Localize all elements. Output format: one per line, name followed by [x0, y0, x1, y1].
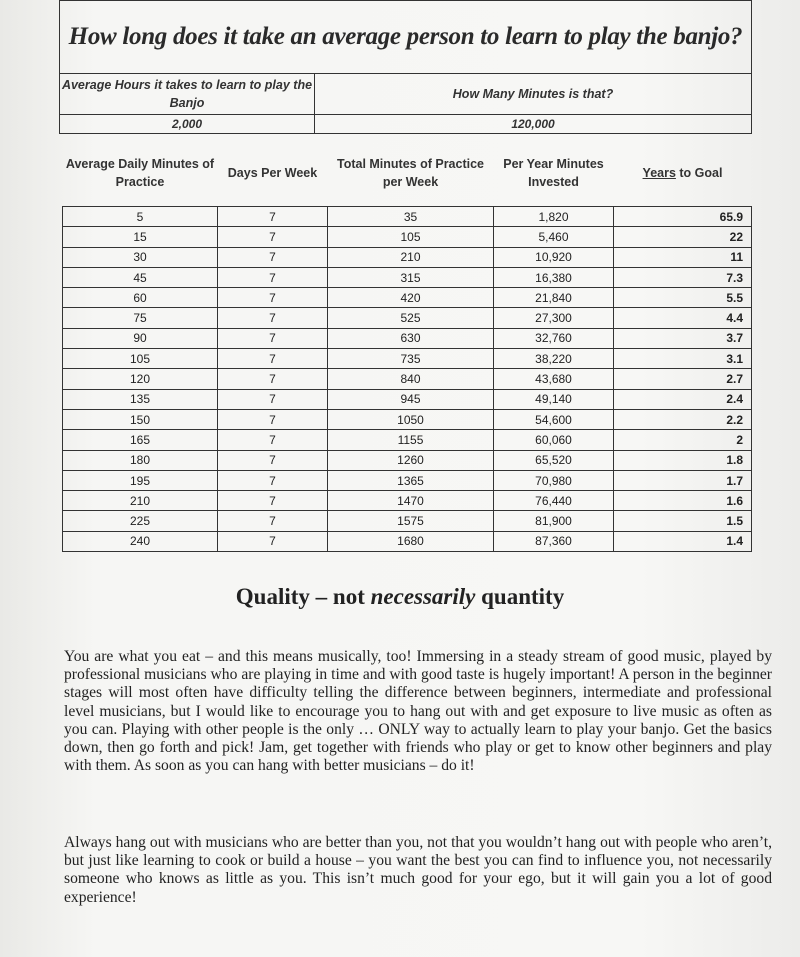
header-weekly-minutes: Total Minutes of Practice per Week	[336, 157, 484, 189]
cell-yearly: 5,460	[494, 227, 614, 247]
cell-years: 1.7	[614, 470, 752, 490]
table-row	[63, 470, 752, 490]
table-body	[63, 207, 752, 552]
cell-yearly: 49,140	[494, 389, 614, 409]
cell-days: 7	[218, 511, 328, 531]
cell-weekly: 1575	[328, 511, 494, 531]
cell-years: 5.5	[614, 288, 752, 308]
cell-weekly: 35	[328, 207, 494, 227]
cell-days: 7	[218, 288, 328, 308]
cell-days: 7	[218, 491, 328, 511]
cell-weekly: 105	[328, 227, 494, 247]
cell-days: 7	[218, 247, 328, 267]
cell-yearly: 65,520	[494, 450, 614, 470]
cell-years: 2.4	[614, 389, 752, 409]
minutes-label: How Many Minutes is that?	[315, 74, 752, 115]
cell-years: 3.1	[614, 349, 752, 369]
table-row	[63, 267, 752, 287]
cell-days: 7	[218, 430, 328, 450]
cell-weekly: 945	[328, 389, 494, 409]
cell-days: 7	[218, 328, 328, 348]
cell-daily: 150	[63, 409, 218, 429]
table-header-row	[63, 140, 752, 207]
cell-daily: 45	[63, 267, 218, 287]
cell-days: 7	[218, 450, 328, 470]
cell-years: 2.7	[614, 369, 752, 389]
cell-weekly: 1155	[328, 430, 494, 450]
heading-part-1: Quality – not	[235, 584, 371, 609]
cell-daily: 105	[63, 349, 218, 369]
table-row	[63, 511, 752, 531]
cell-days: 7	[218, 369, 328, 389]
cell-weekly: 1365	[328, 470, 494, 490]
header-years-word: Years	[642, 166, 676, 180]
cell-yearly: 54,600	[494, 409, 614, 429]
cell-years: 1.6	[614, 491, 752, 511]
cell-days: 7	[218, 227, 328, 247]
cell-years: 22	[614, 227, 752, 247]
cell-years: 1.8	[614, 450, 752, 470]
minutes-value: 120,000	[315, 115, 752, 134]
cell-years: 3.7	[614, 328, 752, 348]
cell-daily: 135	[63, 389, 218, 409]
cell-yearly: 32,760	[494, 328, 614, 348]
table-row	[63, 389, 752, 409]
header-years-to-goal	[614, 140, 752, 207]
cell-weekly: 210	[328, 247, 494, 267]
table-row	[63, 450, 752, 470]
cell-yearly: 76,440	[494, 491, 614, 511]
table-row	[63, 369, 752, 389]
cell-daily: 180	[63, 450, 218, 470]
cell-daily: 165	[63, 430, 218, 450]
cell-daily: 5	[63, 207, 218, 227]
cell-days: 7	[218, 409, 328, 429]
cell-yearly: 60,060	[494, 430, 614, 450]
table-row	[63, 531, 752, 551]
cell-daily: 195	[63, 470, 218, 490]
table-row	[63, 430, 752, 450]
cell-weekly: 525	[328, 308, 494, 328]
header-days-per-week: Days Per Week	[227, 166, 318, 180]
cell-yearly: 16,380	[494, 267, 614, 287]
cell-yearly: 81,900	[494, 511, 614, 531]
practice-table	[62, 140, 752, 552]
cell-years: 1.4	[614, 531, 752, 551]
header-daily-minutes: Average Daily Minutes of Practice	[65, 157, 215, 189]
cell-days: 7	[218, 470, 328, 490]
cell-daily: 75	[63, 308, 218, 328]
cell-daily: 210	[63, 491, 218, 511]
cell-daily: 120	[63, 369, 218, 389]
cell-days: 7	[218, 267, 328, 287]
cell-days: 7	[218, 349, 328, 369]
cell-years: 2	[614, 430, 752, 450]
heading-emphasis: necessarily	[370, 584, 476, 609]
cell-years: 1.5	[614, 511, 752, 531]
cell-weekly: 630	[328, 328, 494, 348]
cell-weekly: 735	[328, 349, 494, 369]
cell-years: 7.3	[614, 267, 752, 287]
cell-yearly: 21,840	[494, 288, 614, 308]
table-row	[63, 288, 752, 308]
paragraph-1: You are what you eat – and this means musically, too! Immersing in a steady stream of good music, played by professional musicians who are playing in time and with good taste is hugely important! A person in the beginner stages will most often have difficulty telling the difference between beginners, intermediate and professional level musicians, but I would like to encourage you to hang out with and get exposure to live music as often as you can. Playing with other people is the only … ONLY way to actually learn to play your banjo. Get the basics down, then go forth and pick! Jam, get together with friends who play or get to know other beginners and play with them. As soon as you can hang with better musicians – do it!	[64, 648, 772, 775]
cell-daily: 60	[63, 288, 218, 308]
cell-yearly: 27,300	[494, 308, 614, 328]
cell-weekly: 1680	[328, 531, 494, 551]
cell-yearly: 43,680	[494, 369, 614, 389]
cell-days: 7	[218, 531, 328, 551]
cell-weekly: 420	[328, 288, 494, 308]
cell-years: 2.2	[614, 409, 752, 429]
cell-daily: 240	[63, 531, 218, 551]
hours-label: Average Hours it takes to learn to play the Banjo	[60, 74, 315, 115]
table-row	[63, 409, 752, 429]
cell-weekly: 315	[328, 267, 494, 287]
section-heading	[0, 584, 800, 610]
table-row	[63, 308, 752, 328]
cell-weekly: 1260	[328, 450, 494, 470]
heading-part-2: quantity	[475, 584, 565, 609]
cell-years: 65.9	[614, 207, 752, 227]
cell-days: 7	[218, 389, 328, 409]
cell-yearly: 10,920	[494, 247, 614, 267]
cell-days: 7	[218, 308, 328, 328]
table-row	[63, 247, 752, 267]
cell-weekly: 1050	[328, 409, 494, 429]
cell-years: 4.4	[614, 308, 752, 328]
cell-days: 7	[218, 207, 328, 227]
cell-yearly: 1,820	[494, 207, 614, 227]
cell-yearly: 70,980	[494, 470, 614, 490]
cell-daily: 225	[63, 511, 218, 531]
cell-weekly: 840	[328, 369, 494, 389]
cell-yearly: 87,360	[494, 531, 614, 551]
hours-value: 2,000	[60, 115, 315, 134]
cell-daily: 90	[63, 328, 218, 348]
table-row	[63, 227, 752, 247]
cell-years: 11	[614, 247, 752, 267]
cell-yearly: 38,220	[494, 349, 614, 369]
document-title: How long does it take an average person to learn to play the banjo?	[60, 1, 752, 74]
table-row	[63, 207, 752, 227]
table-row	[63, 328, 752, 348]
cell-weekly: 1470	[328, 491, 494, 511]
summary-table	[59, 0, 752, 134]
cell-daily: 30	[63, 247, 218, 267]
table-row	[63, 349, 752, 369]
cell-daily: 15	[63, 227, 218, 247]
header-years-rest: to Goal	[675, 166, 723, 180]
table-row	[63, 491, 752, 511]
paragraph-2: Always hang out with musicians who are better than you, not that you wouldn’t hang out with people who aren’t, but just like learning to cook or build a house – you want the best you can find to influence you, not necessarily someone who knows as little as you. This isn’t much good for your ego, but it will gain you a lot of good experience!	[64, 834, 772, 906]
header-yearly-minutes: Per Year Minutes Invested	[503, 157, 604, 189]
